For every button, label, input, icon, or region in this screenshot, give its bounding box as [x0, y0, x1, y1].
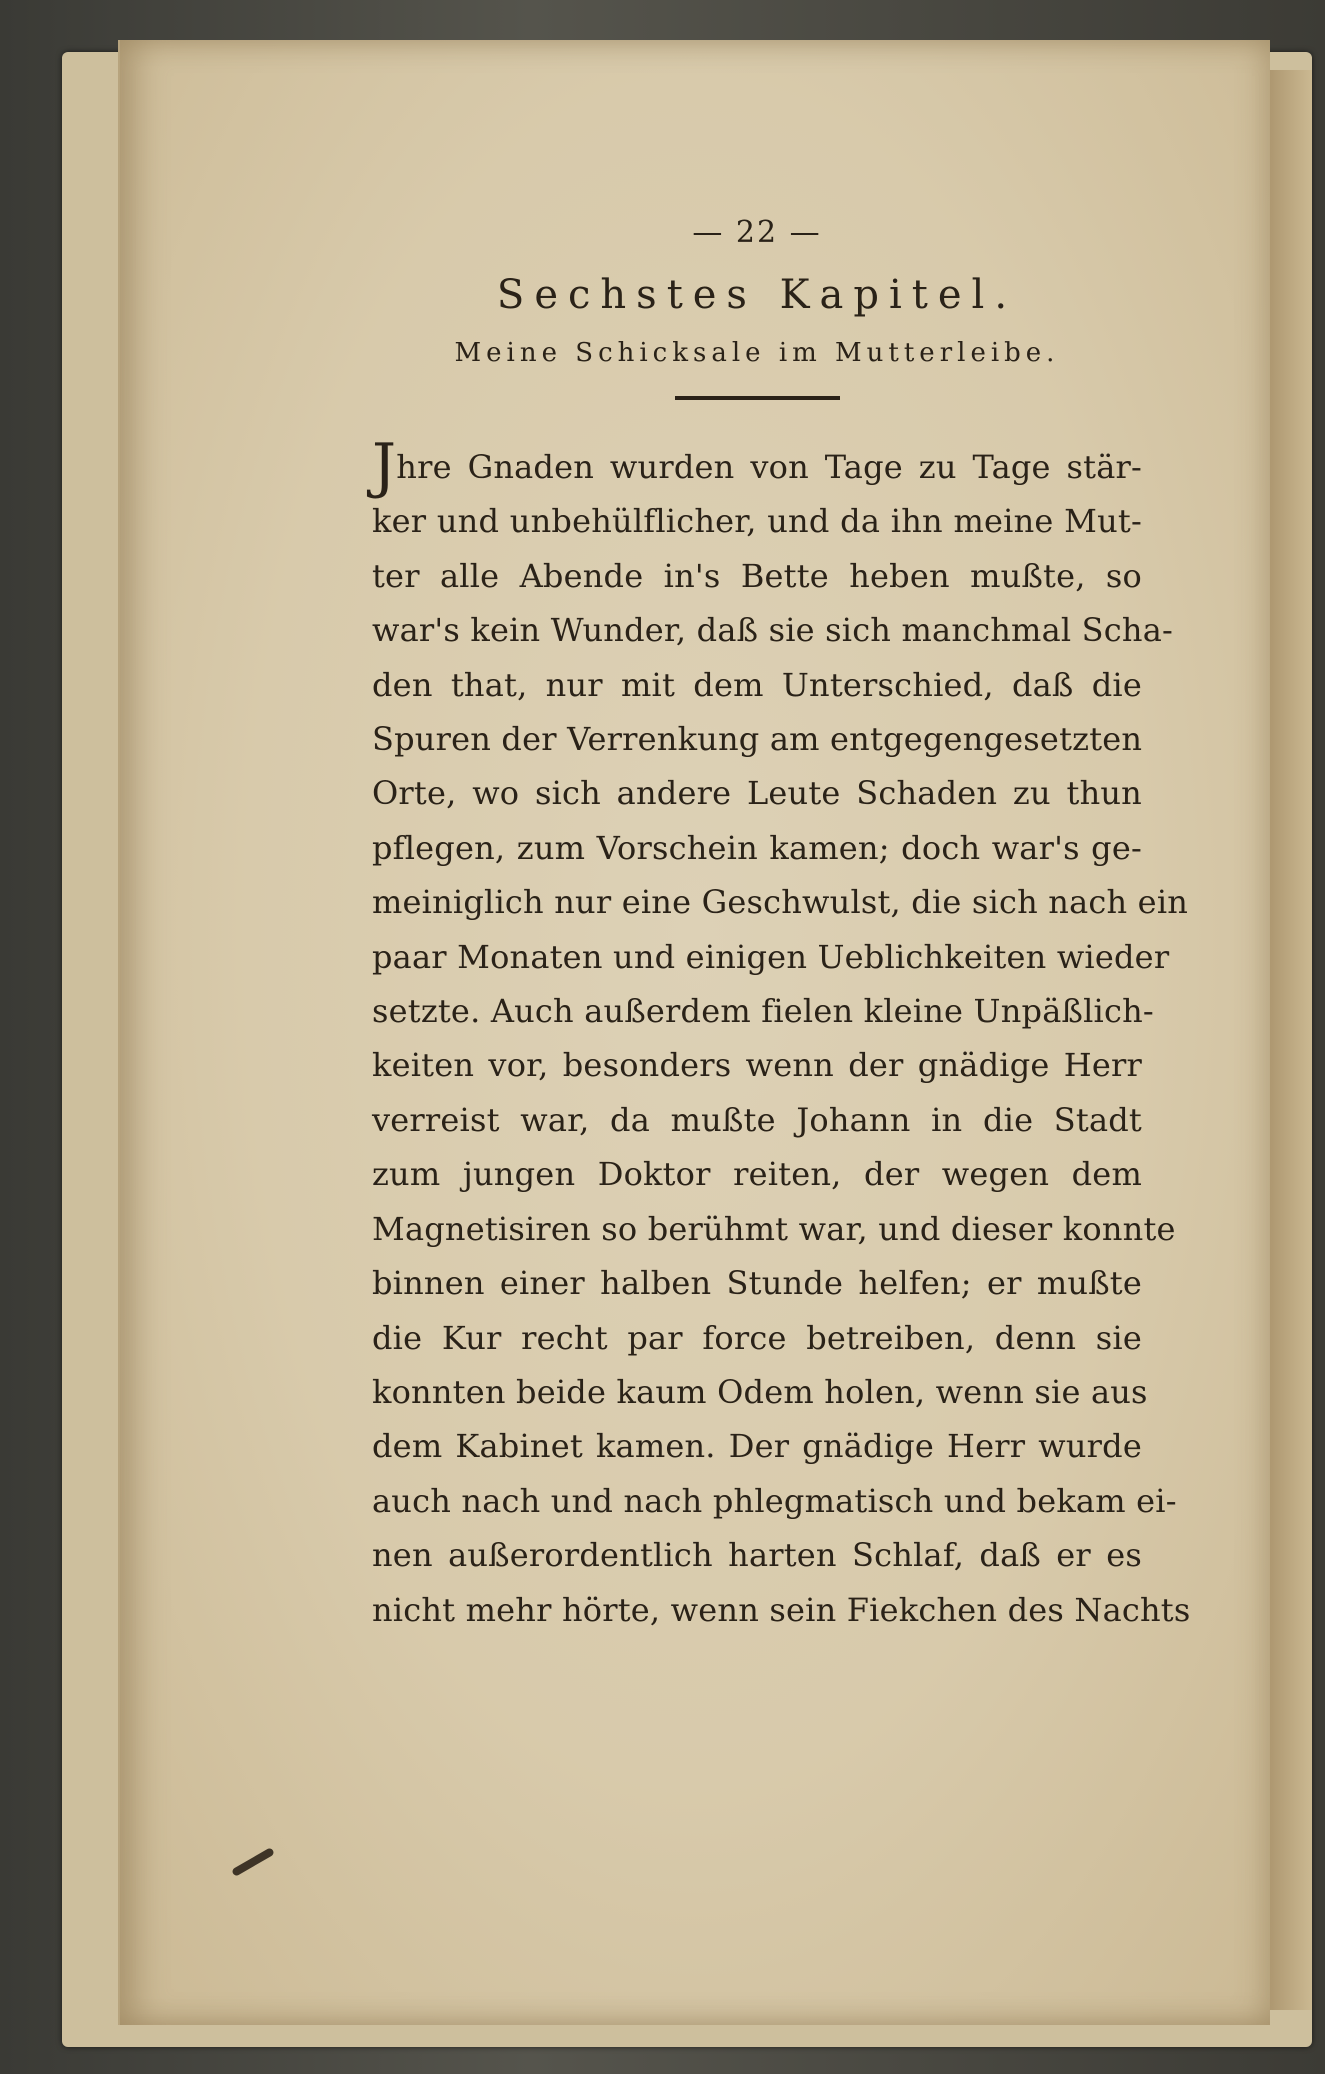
text-line: setzte. Auch außerdem fielen kleine Unpäßlich-: [372, 992, 1154, 1031]
page-content: [372, 215, 1191, 1637]
text-line: pflegen, zum Vorschein kamen; doch war's ge-: [372, 828, 1142, 867]
text-line: meiniglich nur eine Geschwulst, die sich nach ein: [372, 883, 1189, 922]
text-line: paar Monaten und einigen Ueblichkeiten wieder: [372, 937, 1170, 976]
text-line: Spuren der Verrenkung am entgegengesetzten: [372, 720, 1143, 759]
drop-cap: J: [372, 431, 397, 501]
text-line: auch nach und nach phlegmatisch und bekam ei-: [372, 1481, 1177, 1520]
page-number: — 22 —: [692, 215, 822, 250]
text-line: nicht mehr hörte, wenn sein Fiekchen des Nachts: [372, 1590, 1191, 1629]
body-text: [372, 431, 1191, 1637]
text-line-content: hre Gnaden wurden von Tage zu Tage stär-: [396, 448, 1142, 486]
text-line: binnen einer halben Stunde helfen; er mußte: [372, 1264, 1142, 1303]
title-rule: [675, 396, 840, 400]
text-line: keiten vor, besonders wenn der gnädige Herr: [372, 1046, 1142, 1085]
text-line: Magnetisiren so berühmt war, und dieser konnte: [372, 1209, 1176, 1248]
text-line: ter alle Abende in's Bette heben mußte, so: [372, 556, 1142, 595]
text-line: [372, 431, 1142, 501]
text-line: zum jungen Doktor reiten, der wegen dem: [372, 1155, 1142, 1194]
chapter-title: Sechstes Kapitel.: [496, 272, 1018, 318]
text-line: dem Kabinet kamen. Der gnädige Herr wurde: [372, 1427, 1142, 1466]
text-line: die Kur recht par force betreiben, denn sie: [372, 1318, 1142, 1357]
text-line: Orte, wo sich andere Leute Schaden zu thun: [372, 774, 1142, 813]
text-line: verreist war, da mußte Johann in die Stadt: [372, 1100, 1142, 1139]
text-line: nen außerordentlich harten Schlaf, daß er es: [372, 1536, 1142, 1575]
text-line: den that, nur mit dem Unterschied, daß die: [372, 665, 1142, 704]
text-line: war's kein Wunder, daß sie sich manchmal Scha-: [372, 611, 1174, 650]
chapter-subtitle: Meine Schicksale im Mutterleibe.: [454, 338, 1060, 368]
text-line: konnten beide kaum Odem holen, wenn sie aus: [372, 1372, 1148, 1411]
text-line: ker und unbehülflicher, und da ihn meine Mut-: [372, 502, 1142, 541]
